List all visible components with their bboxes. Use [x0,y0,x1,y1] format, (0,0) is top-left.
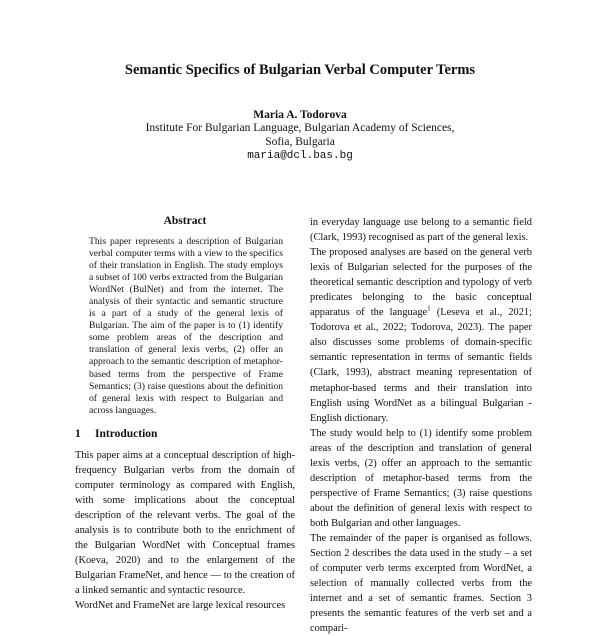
section-heading-introduction [75,428,157,440]
footnote-marker: 1 [427,304,431,313]
right-column-body [310,215,532,636]
section-title: Introduction [95,428,158,440]
left-column-body [75,448,295,614]
author-email: maria@dcl.bas.bg [247,150,353,162]
affiliation-line-2: Sofia, Bulgaria [265,136,335,148]
intro-paragraph-3 [310,245,532,426]
intro-paragraph-2-continued: in everyday language use belong to a semantic field (Clark, 1993) recognised as part of the general lexis. [310,217,532,244]
section-number: 1 [75,428,81,440]
abstract-heading: Abstract [163,215,207,227]
intro-paragraph-2-start: WordNet and FrameNet are large lexical resources [75,600,286,612]
paper-title: Semantic Specifics of Bulgarian Verbal Computer Terms [124,62,476,78]
author-name: Maria A. Todorova [253,109,347,121]
intro-paragraph-4: The study would help to (1) identify some problem areas of the description and translation of general lexis verbs, (2) offer an approach to the semantic description of metaphor-based terms from the perspective of Frame Semantics; (3) raise questions about the definition of general lexis with respect to both Bulgarian and other languages. [310,427,532,529]
affiliation-line-1: Institute For Bulgarian Language, Bulgarian Academy of Sciences, [145,122,455,134]
intro-paragraph-3-part-a: The proposed analyses are based on the general verb lexis of Bulgarian selected for the purposes of the theoretical semantic description and typology of verb predicates belonging to the basic conceptual apparatus of the language [310,247,532,319]
intro-paragraph-5: The remainder of the paper is organised as follows. Section 2 describes the data used in the study – a set of computer verb terms excerpted from WordNet, a selection of manually collected verbs from the internet and a set of semantic frames. Section 3 presents the semantic features of the verb set and a compari- [310,532,532,635]
abstract-text: This paper represents a description of Bulgarian verbal computer terms with a view to the specifics of their translation in English. The study employs a subset of 100 verbs extracted from the Bulgarian WordNet (BulNet) and from the internet. The analysis of their syntactic and semantic structure is a part of a study of the general lexis of Bulgarian. The aim of the paper is to (1) identify some problem areas of the description and translation of general lexis verbs, (2) offer an approach to the semantic description of metaphor-based terms from the perspective of Frame Semantics; (3) raise questions about the definition of general lexis with respect to Bulgarian and across languages. [89,236,283,416]
intro-paragraph-3-part-b: (Leseva et al., 2021; Todorova et al., 2022; Todorova, 2023). The paper also discusses some problems of domain-specific semantic representation in terms of semantic fields (Clark, 1993), abstract meaning representation of metaphor-based terms and their translation into English using WordNet as a bilingual Bulgarian - English dictionary. [310,307,532,424]
intro-paragraph-1: This paper aims at a conceptual description of high-frequency Bulgarian verbs from the domain of computer terminology as compared with English, with some implications about the conceptual description of the relevant verbs. The goal of the analysis is to contribute both to the enrichment of the Bulgarian WordNet with Conceptual frames (Koeva, 2020) and to the enlargement of the Bulgarian FrameNet, and hence — to the creation of a linked semantic and syntactic resource. [75,450,295,597]
